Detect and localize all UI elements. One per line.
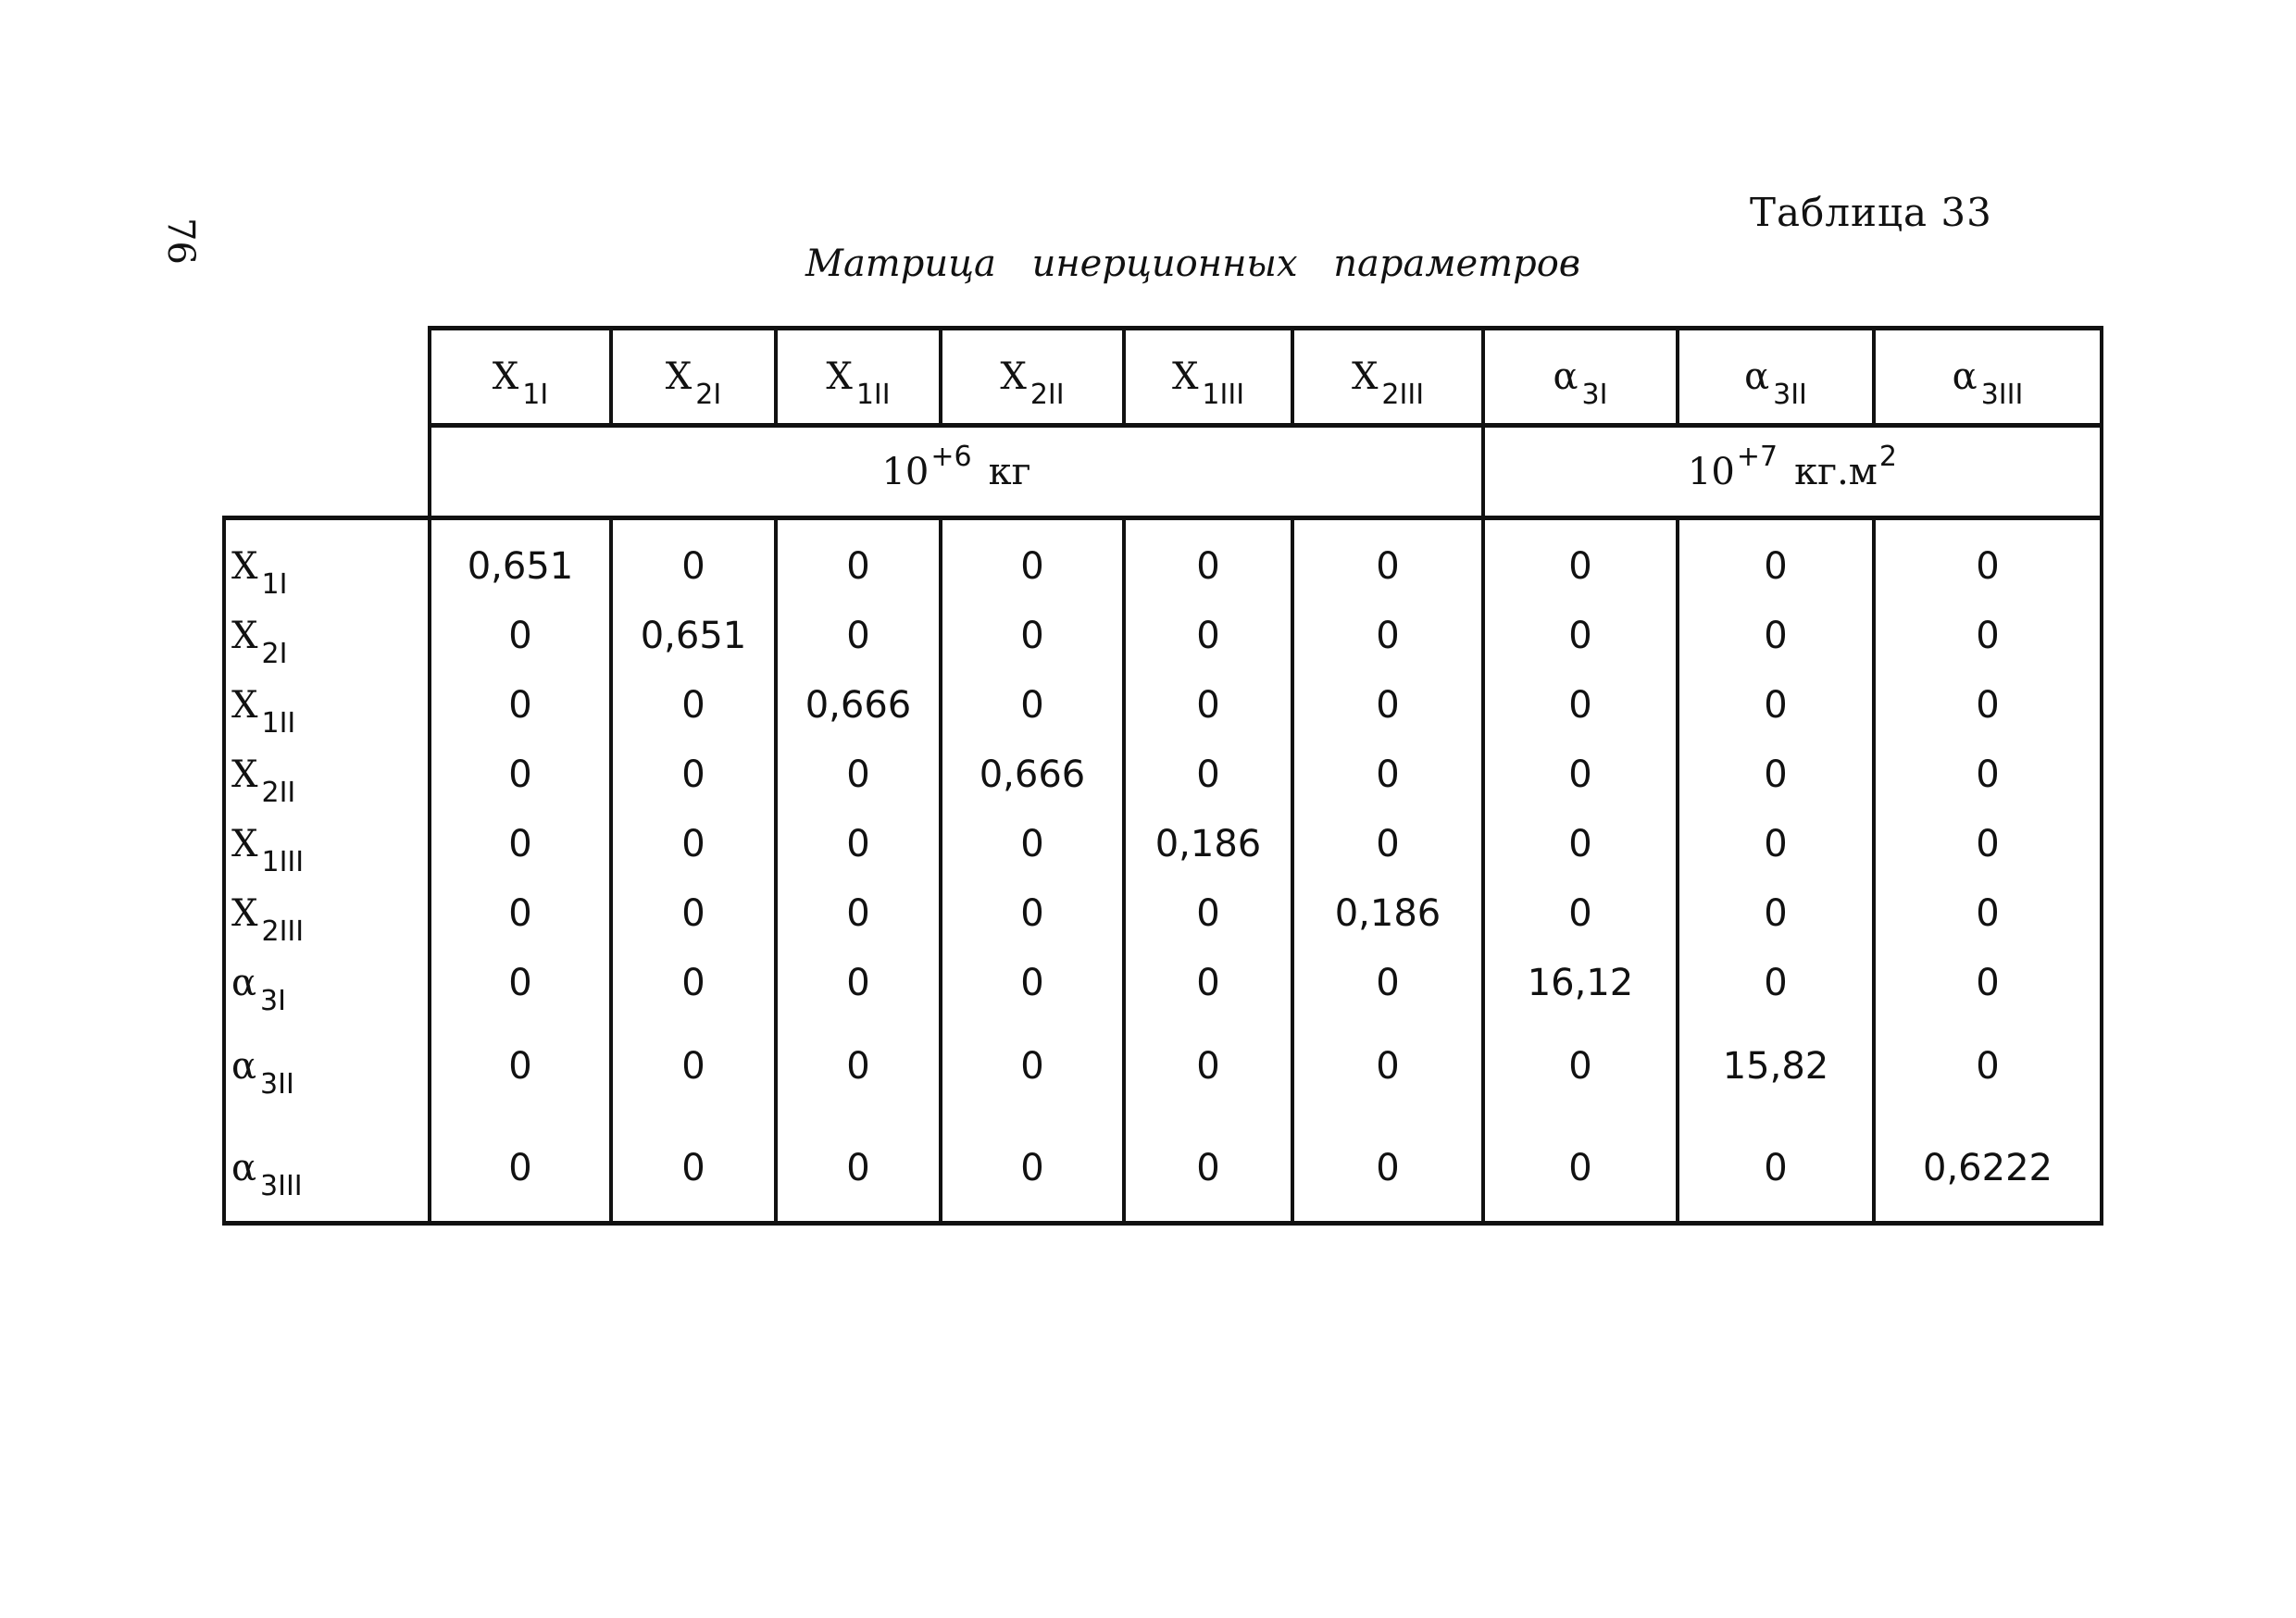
- row-header-symbol: X: [231, 891, 258, 935]
- column-header: [1483, 329, 1678, 426]
- column-header-subscript: 2II: [1029, 379, 1065, 411]
- row-header: [224, 1017, 430, 1114]
- unit-row: [224, 426, 2102, 518]
- matrix-cell: 0: [1874, 740, 2102, 809]
- unit-name-exponent: 2: [1878, 440, 1898, 473]
- matrix-cell: 0: [776, 740, 941, 809]
- table-row: [224, 518, 2102, 602]
- column-header-symbol: α: [1553, 355, 1578, 398]
- row-header-subscript: 2III: [261, 915, 305, 948]
- row-header: [224, 670, 430, 740]
- matrix-cell: 0: [430, 1017, 611, 1114]
- matrix-cell: 0: [941, 670, 1124, 740]
- matrix-cell: 0: [430, 740, 611, 809]
- matrix-cell: 0: [1124, 1017, 1292, 1114]
- matrix-cell: 0: [611, 948, 776, 1017]
- matrix-cell: 0: [430, 948, 611, 1017]
- column-header: [776, 329, 941, 426]
- inertia-matrix-table: [222, 326, 2103, 1226]
- row-header: [224, 601, 430, 670]
- matrix-cell: 0: [1124, 518, 1292, 602]
- column-header-subscript: 3II: [1773, 379, 1807, 411]
- matrix-cell: 0: [1483, 670, 1678, 740]
- matrix-cell: 0: [430, 809, 611, 878]
- column-header-subscript: 3I: [1581, 379, 1608, 411]
- table-row: [224, 740, 2102, 809]
- matrix-cell: 0: [1483, 601, 1678, 670]
- matrix-cell: 0: [776, 809, 941, 878]
- matrix-cell: 0,6222: [1874, 1114, 2102, 1224]
- column-header-subscript: 3III: [1980, 379, 2024, 411]
- unit-cell: [430, 426, 1483, 518]
- column-header-symbol: α: [1952, 355, 1978, 398]
- matrix-cell: 0: [1874, 809, 2102, 878]
- row-header-symbol: X: [231, 614, 258, 657]
- matrix-cell: 0: [1678, 1114, 1874, 1224]
- matrix-cell: 0: [611, 1017, 776, 1114]
- matrix-cell: 0: [430, 878, 611, 948]
- column-header-symbol: X: [1171, 355, 1199, 398]
- matrix-cell: 0: [1678, 740, 1874, 809]
- row-header-subscript: 3II: [260, 1067, 294, 1101]
- matrix-cell: 0: [1483, 518, 1678, 602]
- row-header-symbol: α: [231, 1044, 257, 1088]
- matrix-cell: 0: [1124, 670, 1292, 740]
- unit-name: кг: [988, 450, 1031, 493]
- matrix-cell: 0: [1124, 878, 1292, 948]
- row-header-subscript: 3I: [260, 984, 286, 1017]
- column-header-subscript: 1I: [522, 379, 549, 411]
- matrix-cell: 0: [430, 670, 611, 740]
- column-header-symbol: X: [1000, 355, 1027, 398]
- matrix-cell: 0: [1483, 878, 1678, 948]
- column-header-symbol: α: [1744, 355, 1770, 398]
- matrix-cell: 0: [1874, 601, 2102, 670]
- matrix-cell: 0,651: [430, 518, 611, 602]
- matrix-cell: 0: [776, 1114, 941, 1224]
- column-header-row: [224, 329, 2102, 426]
- matrix-cell: 0: [1678, 670, 1874, 740]
- row-header-subscript: 2II: [261, 776, 296, 809]
- matrix-cell: 0: [611, 1114, 776, 1224]
- column-header: [1124, 329, 1292, 426]
- row-header-subscript: 3III: [260, 1169, 303, 1202]
- row-header: [224, 518, 430, 602]
- matrix-cell: 0: [1483, 1114, 1678, 1224]
- column-header-symbol: X: [492, 355, 519, 398]
- column-header: [1678, 329, 1874, 426]
- table-label: Таблица 33: [1750, 190, 1992, 235]
- matrix-cell: 0: [1124, 1114, 1292, 1224]
- row-header-symbol: X: [231, 822, 258, 865]
- matrix-cell: 0: [941, 809, 1124, 878]
- matrix-cell: 0: [1124, 948, 1292, 1017]
- column-header-subscript: 1II: [855, 379, 891, 411]
- table-title: Матрица инерционных параметров: [805, 243, 1581, 285]
- row-header-symbol: α: [231, 1146, 257, 1189]
- matrix-cell: 0: [941, 1017, 1124, 1114]
- table-row: [224, 878, 2102, 948]
- column-header-subscript: 2III: [1381, 379, 1425, 411]
- matrix-cell: 0: [1874, 878, 2102, 948]
- matrix-cell: 0: [1678, 948, 1874, 1017]
- column-header-symbol: X: [1351, 355, 1379, 398]
- matrix-cell: 0: [1874, 1017, 2102, 1114]
- matrix-cell: 0: [1483, 809, 1678, 878]
- row-header: [224, 948, 430, 1017]
- matrix-cell: 0: [1292, 1017, 1483, 1114]
- matrix-cell: 0: [1678, 878, 1874, 948]
- matrix-cell: 0: [941, 948, 1124, 1017]
- matrix-cell: 0: [1124, 740, 1292, 809]
- matrix-cell: 0: [1678, 601, 1874, 670]
- row-header: [224, 740, 430, 809]
- table-row: [224, 1114, 2102, 1224]
- matrix-cell: 0: [1292, 1114, 1483, 1224]
- column-header: [941, 329, 1124, 426]
- matrix-cell: 0: [611, 740, 776, 809]
- matrix-cell: 0: [1874, 670, 2102, 740]
- matrix-cell: 0: [941, 878, 1124, 948]
- matrix-cell: 0: [1292, 670, 1483, 740]
- matrix-cell: 0: [1874, 948, 2102, 1017]
- matrix-cell: 0: [776, 601, 941, 670]
- matrix-cell: 0: [1292, 518, 1483, 602]
- unit-base: 10: [881, 450, 930, 493]
- page-number: 76: [159, 218, 202, 265]
- unit-exponent: +7: [1736, 440, 1778, 473]
- matrix-cell: 0: [1483, 740, 1678, 809]
- unit-name: кг.м: [1794, 450, 1878, 493]
- row-header-subscript: 1II: [261, 706, 296, 740]
- matrix-cell: 0: [611, 809, 776, 878]
- column-header: [1874, 329, 2102, 426]
- matrix-cell: 0: [430, 601, 611, 670]
- column-header: [430, 329, 611, 426]
- matrix-cell: 0: [1292, 809, 1483, 878]
- column-header-symbol: X: [665, 355, 693, 398]
- matrix-cell: 0: [776, 518, 941, 602]
- unit-exponent: +6: [930, 440, 972, 473]
- matrix-cell: 0: [941, 1114, 1124, 1224]
- unit-cell: [1483, 426, 2102, 518]
- matrix-cell: 0,666: [941, 740, 1124, 809]
- matrix-cell: 0: [430, 1114, 611, 1224]
- matrix-cell: 0: [611, 878, 776, 948]
- matrix-cell: 0: [1678, 809, 1874, 878]
- matrix-cell: 0: [1483, 1017, 1678, 1114]
- table-row: [224, 670, 2102, 740]
- matrix-cell: 0: [611, 670, 776, 740]
- matrix-cell: 0,666: [776, 670, 941, 740]
- table-row: [224, 948, 2102, 1017]
- matrix-cell: 0,186: [1124, 809, 1292, 878]
- row-header-symbol: X: [231, 544, 258, 588]
- matrix-cell: 0: [776, 1017, 941, 1114]
- matrix-cell: 0: [941, 601, 1124, 670]
- matrix-cell: 0: [776, 878, 941, 948]
- matrix-cell: 0: [1874, 518, 2102, 602]
- matrix-cell: 0: [941, 518, 1124, 602]
- row-header-subscript: 1I: [261, 567, 288, 601]
- matrix-cell: 16,12: [1483, 948, 1678, 1017]
- row-header-symbol: X: [231, 683, 258, 727]
- table-row: [224, 1017, 2102, 1114]
- matrix-cell: 0: [1292, 601, 1483, 670]
- row-header-subscript: 2I: [261, 637, 288, 670]
- row-header-symbol: X: [231, 753, 258, 796]
- matrix-cell: 0: [776, 948, 941, 1017]
- column-header-symbol: X: [826, 355, 853, 398]
- column-header-subscript: 1III: [1202, 379, 1245, 411]
- matrix-cell: 0: [1678, 518, 1874, 602]
- unit-base: 10: [1687, 450, 1735, 493]
- table-row: [224, 809, 2102, 878]
- matrix-cell: 15,82: [1678, 1017, 1874, 1114]
- row-header-subscript: 1III: [261, 845, 305, 878]
- column-header: [1292, 329, 1483, 426]
- matrix-cell: 0,186: [1292, 878, 1483, 948]
- matrix-cell: 0: [1124, 601, 1292, 670]
- table-row: [224, 601, 2102, 670]
- column-header: [611, 329, 776, 426]
- row-header: [224, 878, 430, 948]
- matrix-cell: 0: [1292, 740, 1483, 809]
- row-header: [224, 1114, 430, 1224]
- row-header-symbol: α: [231, 961, 257, 1004]
- matrix-cell: 0: [1292, 948, 1483, 1017]
- row-header: [224, 809, 430, 878]
- column-header-subscript: 2I: [695, 379, 722, 411]
- matrix-cell: 0: [611, 518, 776, 602]
- matrix-cell: 0,651: [611, 601, 776, 670]
